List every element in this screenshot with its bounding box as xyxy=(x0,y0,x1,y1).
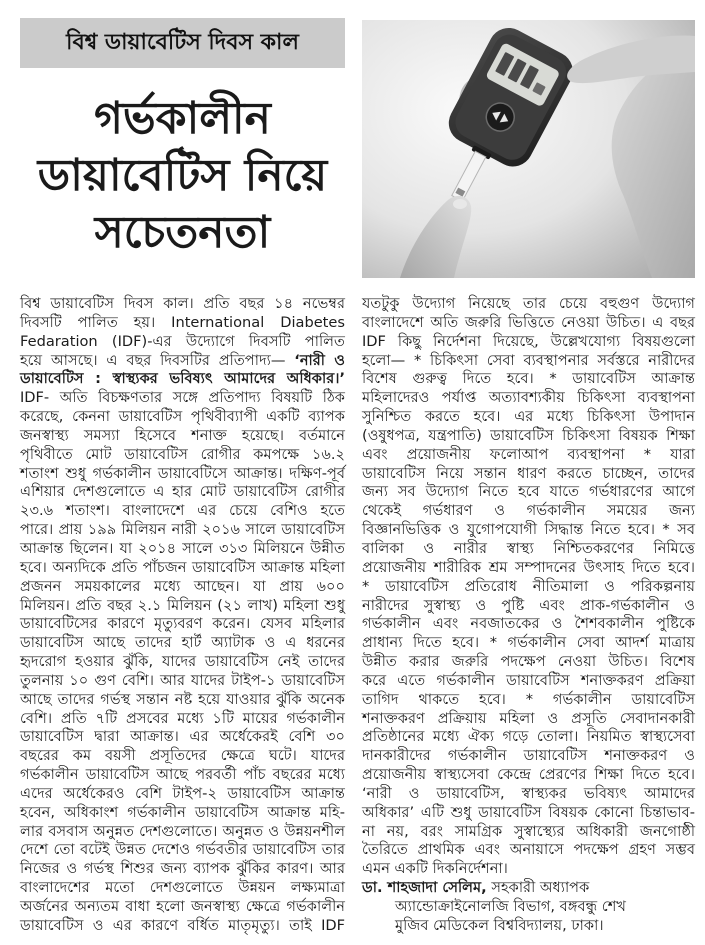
text-line: হবে। অন্যদিকে প্রতি পাঁচজন ডায়াবেটিস আক্রান্ত মহিলা xyxy=(20,558,345,576)
article-photo xyxy=(362,20,695,278)
text-line: হবেন, অধিকাংশ গর্ভকালীন ডায়াবেটিস আক্রান্ত মহি- xyxy=(20,803,345,821)
text-line: প্রজনন সময়কালের মধ্যে আছেন। যা প্রায় ৬০০ xyxy=(20,577,345,595)
text-line xyxy=(20,370,345,389)
text-line: মহিলাদেরও পর্যাপ্ত অত্যাবশ্যকীয় চিকিৎসা ব্যবস্থাপনা xyxy=(362,389,695,407)
text-line: * ডায়াবেটিস প্রতিরোধ নীতিমালা ও পরিকল্পনায় xyxy=(362,577,695,595)
emphasis-text: ‘নারী ও xyxy=(294,351,345,369)
article-column-left xyxy=(20,295,345,936)
text-line: আছে তাদের গর্ভস্থ সন্তান নষ্ট হয়ে যাওয়ার ঝুঁকি অনেক xyxy=(20,690,345,708)
text-line: নারীদের সুস্বাস্থ্য ও পুষ্টি এবং প্রাক-গর্ভকালীন ও xyxy=(362,596,695,614)
text-line: তাগিদ থাকতে হবে। * গর্ভকালীন ডায়াবেটিস xyxy=(362,690,695,708)
text-line: যতটুকু উদ্যোগ নিয়েছে তার চেয়ে বহুগুণ উদ্যোগ xyxy=(362,295,695,312)
text-line: ডায়াবেটিস নিয়ে সন্তান ধারণ করতে চাচ্ছেন, তাদের xyxy=(362,464,695,482)
fingernail xyxy=(453,199,467,209)
text-line: এবং প্রয়োজনীয় ফলোআপ ব্যবস্থাপনা * যারা xyxy=(362,445,695,463)
text-line: বিশ্ব ডায়াবেটিস দিবস কাল। প্রতি বছর ১৪ নভেম্বর xyxy=(20,295,345,312)
text-line: আক্রান্ত ছিলেন। যা ২০১৪ সালে ৩১৩ মিলিয়নে উন্নীত xyxy=(20,539,345,557)
article-column-right-body xyxy=(362,295,695,879)
text-line: দেশে তো বটেই উন্নত দেশেও গর্ভবতীর ডায়াবেটিস তার xyxy=(20,841,345,859)
text-line: হলো— * চিকিৎসা সেবা ব্যবস্থাপনার সর্বস্তরে নারীদের xyxy=(362,351,695,369)
text-line: নিজের ও গর্ভস্থ শিশুর জন্য ব্যাপক ঝুঁকির কারণ। আর xyxy=(20,860,345,878)
author-name: ডা. শাহজাদা সেলিম, xyxy=(362,879,487,897)
text-line: করে এতে গর্ভকালীন ডায়াবেটিস শনাক্তকরণ প্রক্রিয়া xyxy=(362,671,695,689)
text-line: ডায়াবেটিসের কারণে মৃত্যুবরণ করেন। যেসব মহিলার xyxy=(20,615,345,633)
headline-line: ডায়াবেটিস নিয়ে xyxy=(37,150,328,201)
text-line: (ওষুধপত্র, যন্ত্রপাতি) ডায়াবেটিস চিকিৎসা বিষয়ক শিক্ষা xyxy=(362,426,695,444)
text-line: পারে। প্রায় ১৯৯ মিলিয়ন নারী ২০১৬ সালে ডায়াবেটিস xyxy=(20,521,345,539)
text-line: সুনিশ্চিত করতে হবে। এর মধ্যে চিকিৎসা উপাদান xyxy=(362,408,695,426)
text-line: করেছে, কেননা ডায়াবেটিস পৃথিবীব্যাপী একটি ব্যাপক xyxy=(20,408,345,426)
byline xyxy=(362,879,695,936)
author-position: সহকারী অধ্যাপক xyxy=(491,879,590,897)
text-line xyxy=(20,352,345,371)
text-line: বালিকা ও নারীর স্বাস্থ্য নিশ্চিতকরণের নিমিত্তে xyxy=(362,539,695,557)
text-line: তুলনায় ১০ গুণ বেশি। আর যাদের টাইপ-১ ডায়াবেটিস xyxy=(20,671,345,689)
text-line: অর্জনের অন্যতম বাধা হলো জনস্বাস্থ্য ক্ষেত্রে গর্ভকালীন xyxy=(20,898,345,915)
text-line: শতাংশ শুধু গর্ভকালীন ডায়াবেটিসে আক্রান্ত। দক্ষিণ-পূর্ব xyxy=(20,464,345,482)
text-line: বছরের কম বয়সী প্রসূতিদের ক্ষেত্রে ঘটে। যাদের xyxy=(20,747,345,765)
text-line: গর্ভকালীন এবং নবজাতকের ও শৈশবকালীন পুষ্টিকে xyxy=(362,615,695,633)
text-line: দিবসটি পালিত হয়। International Diabetes xyxy=(20,313,345,331)
text-line: জন্য সব উদ্যোগ নিতে হবে যাতে গর্ভধারণের আগে xyxy=(362,483,695,501)
text-line: এশিয়ার দেশগুলোতে এ হার মোট ডায়াবেটিস রোগীর xyxy=(20,483,345,501)
text-line: বেশি। প্রতি ৭টি প্রসবের মধ্যে ১টি মায়ের গর্ভকালীন xyxy=(20,709,345,727)
text-line: IDF কিছু নির্দেশনা দিয়েছে, উল্লেখযোগ্য বিষয়গুলো xyxy=(362,332,695,350)
text-line: ডায়াবেটিস দ্বারা আক্রান্ত। এর অর্ধেকেরই বেশি ৩০ xyxy=(20,728,345,746)
text-line: ডায়াবেটিস আছে তাদের হার্ট অ্যাটাক ও এ ধরনের xyxy=(20,634,345,652)
text-line: অধিকার’ এটি শুধু ডায়াবেটিস বিষয়ক কোনো চিন্তাভাব- xyxy=(362,803,695,821)
text-line: হৃদরোগ হওয়ার ঝুঁকি, যাদের ডায়াবেটিস নেই তাদের xyxy=(20,653,345,671)
text-line: তৈরিতে প্রাথমিক এবং অনায়াসে পদক্ষেপ গ্রহণ সম্ভব xyxy=(362,841,695,859)
text-line: বিজ্ঞানভিত্তিক ও যুগোপযোগী সিদ্ধান্ত নিতে হবে। * সব xyxy=(362,521,695,539)
text-line: এদের অর্ধেকেরও বেশি টাইপ-২ ডায়াবেটিস আক্রান্ত xyxy=(20,784,345,802)
headline-line: গর্ভকালীন xyxy=(94,93,271,144)
text-line: Fedaration (IDF)-এর উদ্যোগে দিবসটি পালিত xyxy=(20,332,345,350)
text-line: থেকেই গর্ভধারণ ও গর্ভকালীন সময়ের জন্য xyxy=(362,502,695,520)
article-column-right xyxy=(362,295,695,936)
headline xyxy=(20,90,345,261)
text-line: প্রাধান্য দিতে হবে। * গর্ভকালীন সেবা আদর্শ মাত্রায় xyxy=(362,634,695,652)
text-line: দানকারীদের গর্ভকালীন ডায়াবেটিস শনাক্তকরণ ও xyxy=(362,747,695,765)
text-line: শনাক্তকরণ প্রক্রিয়ায় মহিলা ও প্রসূতি সেবাদানকারী xyxy=(362,709,695,727)
text-line: ডায়াবেটিস ও এর কারণে বর্ধিত মাতৃমৃত্যু। তাই IDF xyxy=(20,916,345,934)
banner-text: বিশ্ব ডায়াবেটিস দিবস কাল xyxy=(66,30,299,55)
headline-line: সচেতনতা xyxy=(94,207,271,258)
glucose-meter-photo xyxy=(362,20,695,278)
text-line: বাংলাদেশে অতি জরুরি ভিত্তিতে নেওয়া উচিত। এ বছর xyxy=(362,313,695,331)
text-line: ‘নারী ও ডায়াবেটিস, স্বাস্থ্যকর ভবিষ্যৎ আমাদের xyxy=(362,784,695,802)
text-line: এমন একটি দিকনির্দেশনা। xyxy=(362,860,508,878)
text-line: প্রয়োজনীয় শারীরিক শ্রম সম্পাদনের উৎসাহ দিতে হবে। xyxy=(362,558,695,576)
emphasis-text: ডায়াবেটিস : স্বাস্থ্যকর ভবিষ্যৎ আমাদের অধিকার।’ xyxy=(20,370,345,388)
text-line: ২৩.৬ শতাংশ। বাংলাদেশে এর চেয়ে বেশিও হতে xyxy=(20,502,345,520)
text-line: মিলিয়ন। প্রতি বছর ২.১ মিলিয়ন (২১ লাখ) মহিলা শুধু xyxy=(20,596,345,614)
text-line: গর্ভকালীন ডায়াবেটিস আছে পরবর্তী পাঁচ বছরের মধ্যে xyxy=(20,766,345,784)
text-line: প্রয়োজনীয় স্বাস্থ্যসেবা কেন্দ্রে প্রেরণের শিক্ষা দিতে হবে। xyxy=(362,766,695,784)
author-institution: মুজিব মেডিকেল বিশ্ববিদ্যালয়, ঢাকা। xyxy=(395,916,604,934)
text-segment: হয়ে আসছে। এ বছর দিবসটির প্রতিপাদ্য— xyxy=(20,351,295,369)
text-line: বাংলাদেশের মতো দেশগুলোতে উন্নয়ন লক্ষ্যমাত্রা xyxy=(20,879,345,897)
byline-author-line xyxy=(362,879,695,898)
text-line: না নয়, বরং সামগ্রিক সুস্বাস্থ্যের অধিকারী জনগোষ্ঠী xyxy=(362,822,695,840)
text-line: জনস্বাস্থ্য সমস্যা হিসেবে শনাক্ত হয়েছে। বর্তমানে xyxy=(20,426,345,444)
text-line: প্রতিষ্ঠানের মধ্যে ঐক্য গড়ে তোলা। নিয়মিত স্বাস্থ্যসেবা xyxy=(362,728,695,746)
text-line: লার বসবাস অনুন্নত দেশগুলোতে। অনুন্নত ও উন্নয়নশীল xyxy=(20,822,345,840)
text-line: পৃথিবীতে মোট ডায়াবেটিস রোগীর কমপক্ষে ১৬.২ xyxy=(20,445,345,463)
author-department: অ্যান্ডোক্রাইনোলজি বিভাগ, বঙ্গবন্ধু শেখ xyxy=(395,898,626,915)
text-line: উন্নীত করার জরুরি পদক্ষেপ নেওয়া উচিত। বিশেষ xyxy=(362,653,695,671)
text-line: বিশেষ গুরুত্ব দিতে হবে। * ডায়াবেটিস আক্রান্ত xyxy=(362,370,695,388)
text-line: IDF- অতি বিচক্ষণতার সঙ্গে প্রতিপাদ্য বিষয়টি ঠিক xyxy=(20,389,345,407)
section-banner xyxy=(20,18,345,68)
